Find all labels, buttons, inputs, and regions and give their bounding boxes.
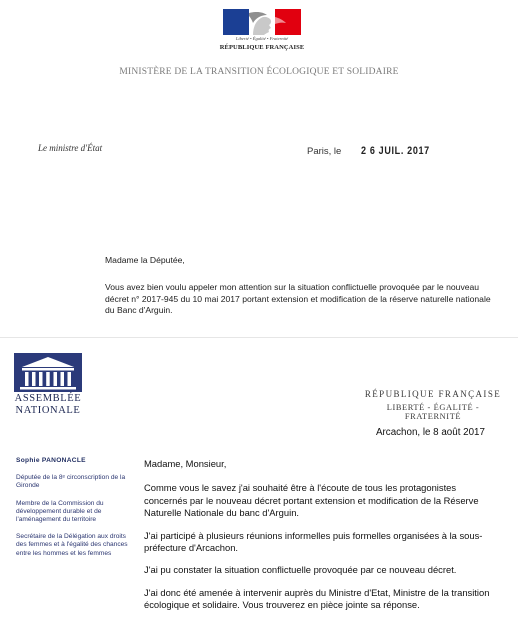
letter-date: Arcachon, le 8 août 2017 (376, 427, 485, 438)
letter-paragraph: Comme vous le savez j'ai souhaité être à l'écoute de tous les protagonistes concernés par le nouveau décret portant extension et modification de la Réserve Naturelle Nationale du banc d'Arguin. (144, 482, 479, 519)
republic-name-header: RÉPUBLIQUE FRANÇAISE (364, 389, 502, 399)
deputy-name: Sophie PANONACLE (16, 457, 86, 464)
deputy-commission: Membre de la Commission du développement durable et de l'aménagement du territoire (16, 499, 104, 524)
deputy-delegation: Secrétaire de la Délégation aux droits des femmes et à l'égalité des chances entre les hommes et les femmes (16, 533, 128, 557)
republic-motto: Liberté • Égalité • Fraternité (235, 36, 289, 41)
letter-paragraph: J'ai pu constater la situation conflictuelle provoquée par ce nouveau décret. (144, 564, 457, 576)
deputy-role: Députée de la 8ᵉ circonscription de la Gironde (16, 474, 126, 490)
republic-name: RÉPUBLIQUE FRANÇAISE (219, 44, 305, 51)
letter-greeting: Madame la Députée, (105, 255, 185, 265)
assembly-name-line1: ASSEMBLÉE (14, 393, 82, 404)
letter-greeting-2: Madame, Monsieur, (144, 458, 227, 469)
page-separator (0, 337, 518, 338)
deputy-sidebar (16, 457, 138, 558)
letter-paragraph: J'ai participé à plusieurs réunions informelles puis formelles organisées à la sous-préfecture d'Arcachon. (144, 529, 483, 554)
letter-paragraph: J'ai donc été amenée à intervenir auprès du Ministre d'Etat, Ministre de la transition écologique et solidaire. Vous trouverez en pièce jointe sa réponse. (144, 586, 490, 611)
letter-date-stamp: 2 6 JUIL. 2017 (361, 145, 430, 157)
minister-title: Le ministre d'État (38, 143, 103, 153)
ministry-heading: MINISTÈRE DE LA TRANSITION ÉCOLOGIQUE ET SOLIDAIRE (119, 67, 399, 77)
letter-body-2 (144, 458, 494, 622)
assemblee-nationale-logo-icon (14, 353, 82, 392)
assembly-name-line2: NATIONALE (15, 404, 81, 416)
letter-body: Vous avez bien voulu appeler mon attention sur la situation conflictuelle provoquée par le nouveau décret n° 2017-945 du 10 mai 2017 portant extension et modification de la réserve naturelle nationale du Banc d'Arguin. (105, 282, 491, 316)
republic-motto-header: LIBERTÉ - ÉGALITÉ - FRATERNITÉ (386, 403, 480, 421)
letter-place: Paris, le (307, 146, 342, 157)
assembly-name (12, 393, 84, 416)
marianne-logo-icon (223, 9, 301, 35)
